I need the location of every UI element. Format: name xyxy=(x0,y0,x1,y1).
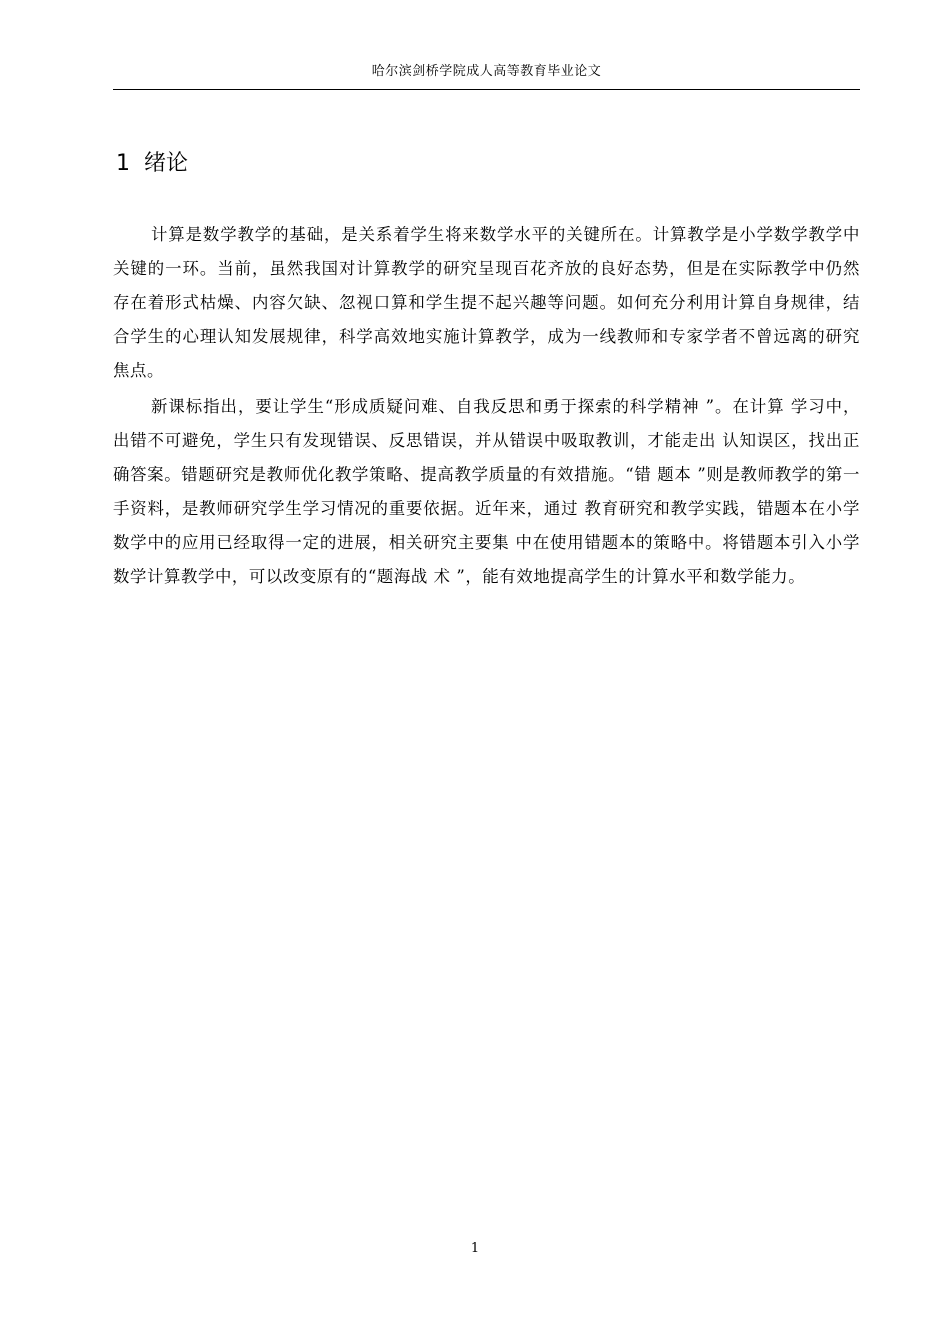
paragraph: 新课标指出，要让学生“形成质疑问难、自我反思和勇于探索的科学精神 ”。在计算 学习中，出错不可避免，学生只有发现错误、反思错误，并从错误中吸取教训，才能走出 认知误区，找出正确答案。错题研究是教师优化教学策略、提高教学质量的有效措施。“错 题本 ”则是教师教学的第一手资料，是教师研究学生学习情况的重要依据。近年来，通过 教育研究和教学实践，错题本在小学数学中的应用已经取得一定的进展，相关研究主要集 中在使用错题本的策略中。将错题本引入小学数学计算教学中，可以改变原有的“题海战 术 ”，能有效地提高学生的计算水平和数学能力。 xyxy=(113,397,860,586)
section-heading xyxy=(116,148,188,180)
page-number: 1 xyxy=(470,1241,480,1256)
section-title: 绪论 xyxy=(144,151,189,176)
body-text xyxy=(113,218,860,596)
header-divider xyxy=(113,89,860,90)
running-header: 哈尔滨剑桥学院成人高等教育毕业论文 xyxy=(371,64,602,79)
section-number: 1 xyxy=(116,151,130,176)
paragraph: 计算是数学教学的基础，是关系着学生将来数学水平的关键所在。计算教学是小学数学教学中关键的一环。当前，虽然我国对计算教学的研究呈现百花齐放的良好态势，但是在实际教学中仍然存在着形式枯燥、内容欠缺、忽视口算和学生提不起兴趣等问题。如何充分利用计算自身规律，结合学生的心理认知发展规律，科学高效地实施计算教学，成为一线教师和专家学者不曾远离的研究焦点。 xyxy=(113,225,860,380)
